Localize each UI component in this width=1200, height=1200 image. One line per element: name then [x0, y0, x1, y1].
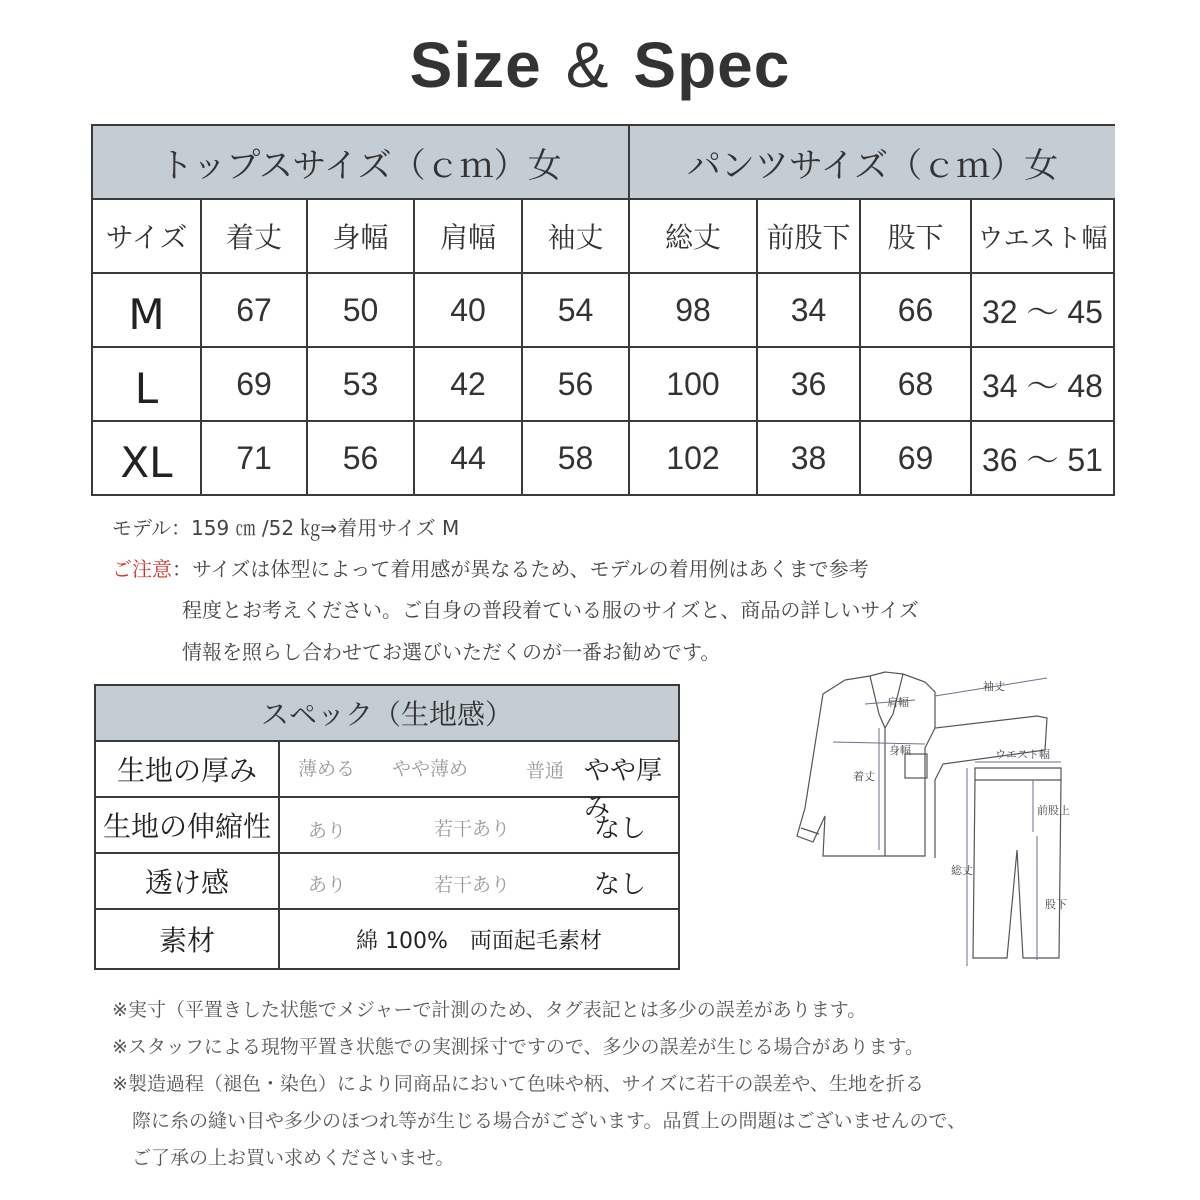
spec-option: 薄める: [298, 758, 356, 780]
caution-line-2: 程度とお考えください。ご自身の普段着ている服のサイズと、商品の詳しいサイズ: [182, 598, 919, 622]
spec-option: あり: [308, 820, 347, 842]
table-cell: 36: [790, 365, 827, 402]
table-cell: 69: [897, 439, 934, 476]
col-length: 着丈: [225, 221, 282, 254]
caution-line-3: 情報を照らし合わせてお選びいただくのが一番お勧めです。: [182, 640, 721, 664]
table-cell: 36 ～ 51: [982, 442, 1103, 478]
col-shoulder: 肩幅: [439, 221, 496, 254]
spec-selected: なし: [594, 870, 647, 900]
spec-option: やや薄め: [392, 758, 469, 780]
pants-size-header: パンツサイズ（ｃｍ）女: [630, 126, 1115, 198]
table-cell: 69: [236, 365, 272, 402]
table-cell: 56: [557, 365, 594, 402]
col-size: サイズ: [105, 221, 188, 254]
table-cell: 54: [557, 291, 594, 328]
table-cell: 38: [790, 439, 827, 476]
col-chest: 身幅: [332, 221, 389, 254]
spec-option: 若干あり: [434, 818, 511, 840]
garment-diagram: [775, 668, 1075, 986]
table-cell: 98: [675, 291, 711, 328]
footnote-2: ※スタッフによる現物平置き状態での実測採寸ですので、多少の誤差が生じる場合があります。: [112, 1036, 925, 1058]
col-waist: ウエスト幅: [977, 223, 1108, 254]
spec-option: 普通: [526, 760, 565, 782]
spec-selected: なし: [594, 814, 647, 844]
table-cell: 58: [557, 439, 594, 476]
spec-stretch-label: 生地の伸縮性: [102, 810, 271, 843]
table-cell: 67: [236, 291, 272, 328]
table-cell: 40: [450, 291, 486, 328]
caution-line-1: [112, 553, 869, 582]
spec-option: あり: [308, 874, 347, 896]
spec-material-value: 綿 100% 両面起毛素材: [356, 928, 602, 954]
spec-header: スペック（生地感）: [96, 686, 678, 740]
caution-text-1: ：サイズは体型によって着用感が異なるため、モデルの着用例はあくまで参考: [172, 557, 869, 581]
col-total-length: 総丈: [664, 221, 721, 254]
diagram-label-shoulder: 肩幅: [887, 696, 909, 709]
row-size-label: XL: [120, 437, 173, 487]
caution-label: ご注意: [112, 557, 172, 581]
spec-option: 若干あり: [434, 874, 511, 896]
tops-size-header: トップスサイズ（ｃｍ）女: [93, 126, 628, 198]
diagram-label-chest: 身幅: [889, 744, 911, 757]
table-cell: 71: [236, 439, 272, 476]
size-table: [91, 124, 1115, 496]
diagram-label-rise: 前股上: [1037, 804, 1070, 817]
table-cell: 50: [342, 291, 379, 328]
col-sleeve: 袖丈: [547, 221, 604, 254]
footnote-5: ご了承の上お買い求めくださいませ。: [132, 1147, 455, 1169]
spec-material-label: 素材: [158, 924, 215, 957]
table-cell: 66: [897, 291, 934, 328]
footnote-4: 際に糸の縫い目や多少のほつれ等が生じる場合がございます。品質上の問題はございませんので、: [132, 1110, 967, 1132]
col-front-rise: 前股下: [766, 221, 851, 254]
spec-sheer-label: 透け感: [144, 866, 229, 899]
diagram-label-inseam: 股下: [1045, 898, 1067, 911]
table-cell: 32 ～ 45: [982, 294, 1103, 330]
col-inseam: 股下: [887, 221, 944, 254]
title-size: Size: [409, 29, 542, 101]
table-cell: 68: [897, 365, 934, 402]
diagram-label-total: 総丈: [951, 864, 973, 877]
footnote-3: ※製造過程（褪色・染色）により同商品において色味や柄、サイズに若干の誤差や、生地を折る: [112, 1073, 925, 1095]
table-cell: 100: [666, 365, 720, 402]
row-size-label: M: [128, 289, 165, 339]
table-cell: 56: [342, 439, 379, 476]
table-cell: 34 ～ 48: [982, 368, 1103, 404]
footnote-1: ※実寸（平置きした状態でメジャーで計測のため、タグ表記とは多少の誤差があります。: [112, 999, 867, 1021]
table-cell: 34: [790, 291, 827, 328]
row-size-label: L: [134, 363, 159, 413]
table-cell: 44: [450, 439, 486, 476]
table-cell: 53: [342, 365, 379, 402]
diagram-label-length: 着丈: [853, 770, 875, 783]
model-note: モデル：159 ㎝ /52 ㎏⇒着用サイズ M: [112, 516, 460, 540]
page-title: [0, 28, 1200, 102]
diagram-label-sleeve: 袖丈: [983, 680, 1005, 693]
table-cell: 102: [666, 439, 720, 476]
spec-table: [94, 684, 680, 970]
spec-thickness-label: 生地の厚み: [116, 754, 257, 787]
title-amp: &: [565, 29, 610, 101]
table-cell: 42: [450, 365, 486, 402]
title-spec: Spec: [633, 29, 791, 101]
spec-selected: やや厚み: [584, 756, 663, 823]
diagram-label-waist: ウエスト幅: [995, 748, 1050, 761]
